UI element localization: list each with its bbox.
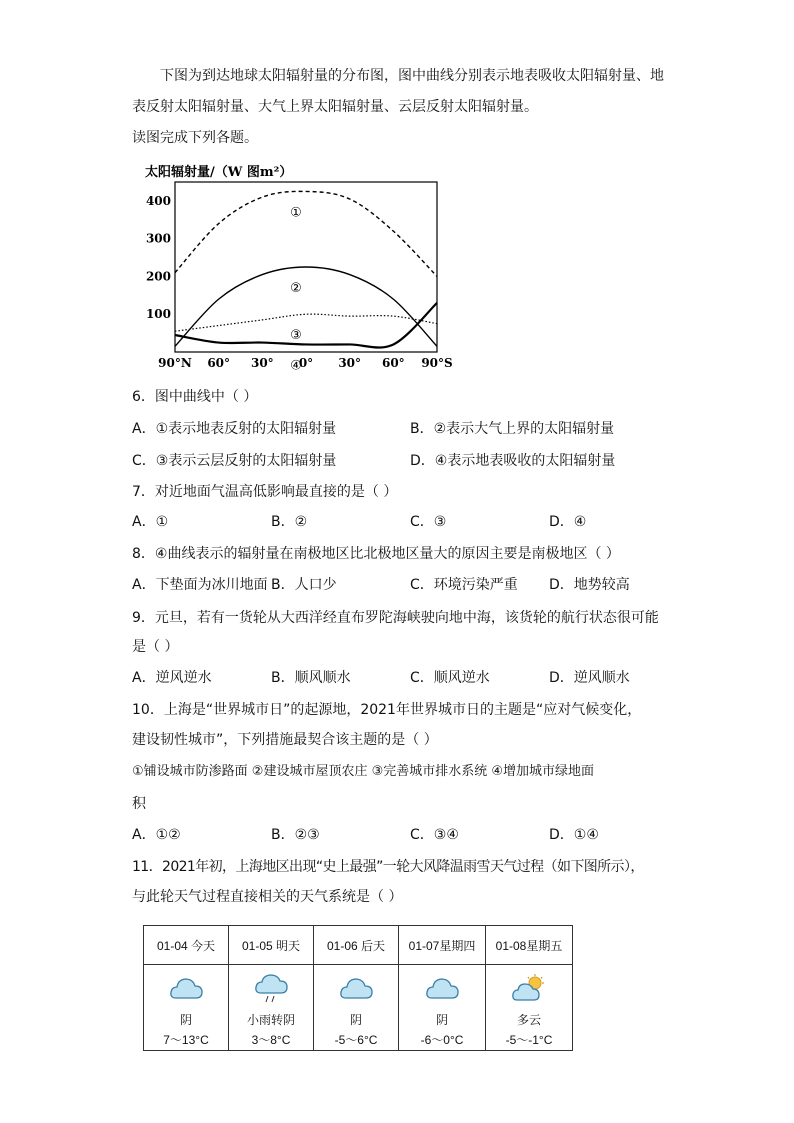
x-tick-label: 60° [207,356,231,370]
q6-stem: 6．图中曲线中（ ） [132,389,258,405]
q11-stem-line-1: 11．2021年初，上海地区出现“史上最强”一轮大风降温雨雪天气过程（如下图所示）， [132,859,644,875]
weather-condition: 阴 [435,1013,448,1027]
q6-option-c[interactable]: C．③表示云层反射的太阳辐射量 [132,453,337,469]
weather-date: 01-07星期四 [399,926,486,965]
weather-temperature: 3～8°C [251,1033,291,1047]
partly-cloudy-icon [511,973,547,1003]
x-ticks [158,356,453,370]
q10-items-line-2: 积 [132,796,146,812]
q7-option-a[interactable]: A．① [132,514,169,530]
q9-option-a[interactable]: A．逆风逆水 [132,670,212,686]
x-tick-label: 30° [250,356,274,370]
series-label-1: ① [290,205,302,221]
weather-date: 01-04 今天 [144,926,229,965]
q6-option-a[interactable]: A．①表示地表反射的太阳辐射量 [132,421,337,437]
intro-line-2: 表反射太阳辐射量、大气上界太阳辐射量、云层反射太阳辐射量。 [132,99,538,115]
series-lines [175,191,437,347]
q9-option-c[interactable]: C．顺风逆水 [410,670,490,686]
q10-option-c[interactable]: C．③④ [410,827,459,843]
intro-line-3: 读图完成下列各题。 [132,130,258,146]
q9-stem-line-2: 是（ ） [132,639,179,655]
q6-option-b[interactable]: B．②表示大气上界的太阳辐射量 [410,421,615,437]
weather-detail-row [144,965,573,1051]
weather-temperature: 7～13°C [163,1033,209,1047]
series-label-2: ② [290,281,302,296]
q11-stem-line-2: 与此轮天气过程直接相关的天气系统是（ ） [132,889,403,905]
weather-date: 01-05 明天 [229,926,314,965]
x-tick-label: 30° [338,356,362,370]
x-tick-label: 90°S [421,356,453,370]
weather-day-4 [486,965,573,1051]
q9-stem-line-1: 9．元旦，若有一货轮从大西洋经直布罗陀海峡驶向地中海，该货轮的航行状态很可能 [132,610,659,626]
weather-condition: 阴 [349,1013,362,1027]
series-line-1 [175,191,437,276]
weather-date: 01-08星期五 [486,926,573,965]
q8-option-d[interactable]: D．地势较高 [549,577,630,593]
q10-option-d[interactable]: D．①④ [549,827,599,843]
q7-option-c[interactable]: C．③ [410,514,447,530]
x-tick-label: 0° [298,356,314,370]
series-label-3: ③ [290,328,302,344]
cloud-icon [338,973,374,1003]
y-tick-label: 200 [145,269,171,284]
weather-day-3 [399,965,486,1051]
q10-option-a[interactable]: A．①② [132,827,181,843]
q7-option-b[interactable]: B．② [271,514,308,530]
y-ticks [146,194,171,321]
q9-option-d[interactable]: D．逆风顺水 [549,670,630,686]
intro-line-1: 下图为到达地球太阳辐射量的分布图，图中曲线分别表示地表吸收太阳辐射量、地 [160,68,664,84]
weather-temperature: -5～6°C [334,1033,378,1047]
cloud-rain-icon [253,973,289,1003]
series-line-2 [175,267,437,346]
y-tick-label: 300 [145,231,171,246]
q10-stem-line-2: 建设韧性城市”，下列措施最契合该主题的是（ ） [132,732,438,748]
solar-radiation-chart [145,162,475,372]
q6-option-d[interactable]: D．④表示地表吸收的太阳辐射量 [410,453,616,469]
weather-condition: 小雨转阴 [246,1013,295,1027]
weather-condition: 多云 [516,1013,541,1027]
weather-temperature: -6～0°C [420,1033,464,1047]
cloud-icon [168,973,204,1003]
y-tick-label: 100 [145,307,171,322]
weather-condition: 阴 [179,1013,192,1027]
x-tick-label: 90°N [158,356,192,370]
y-tick-label: 400 [145,193,171,208]
q10-stem-line-1: 10．上海是“世界城市日”的起源地，2021年世界城市日的主题是“应对气候变化， [132,702,642,718]
q8-stem: 8．④曲线表示的辐射量在南极地区比北极地区量大的原因主要是南极地区（ ） [132,546,620,562]
series-label-4: ④ [290,358,302,372]
q10-option-b[interactable]: B．②③ [271,827,320,843]
weather-day-0 [144,965,229,1051]
q8-option-a[interactable]: A．下垫面为冰川地面 [132,577,268,593]
q8-option-b[interactable]: B．人口少 [271,577,337,593]
q9-option-b[interactable]: B．顺风顺水 [271,670,351,686]
q8-option-c[interactable]: C．环境污染严重 [410,577,518,593]
cloud-icon [424,973,460,1003]
chart-ylabel: 太阳辐射量/（W 图m²） [145,165,293,180]
weather-forecast-table [143,925,573,1051]
series-labels [290,205,302,372]
q7-stem: 7．对近地面气温高低影响最直接的是（ ） [132,484,398,500]
weather-day-2 [314,965,399,1051]
q7-option-d[interactable]: D．④ [549,514,587,530]
weather-temperature: -5～-1°C [505,1033,553,1047]
q10-items-line-1: ①铺设城市防渗路面 ②建设城市屋顶农庄 ③完善城市排水系统 ④增加城市绿地面 [132,764,595,779]
series-line-3 [175,314,437,331]
x-tick-label: 60° [381,356,405,370]
series-line-4 [175,303,437,348]
weather-day-1 [229,965,314,1051]
weather-date-row [144,926,573,965]
weather-date: 01-06 后天 [314,926,399,965]
